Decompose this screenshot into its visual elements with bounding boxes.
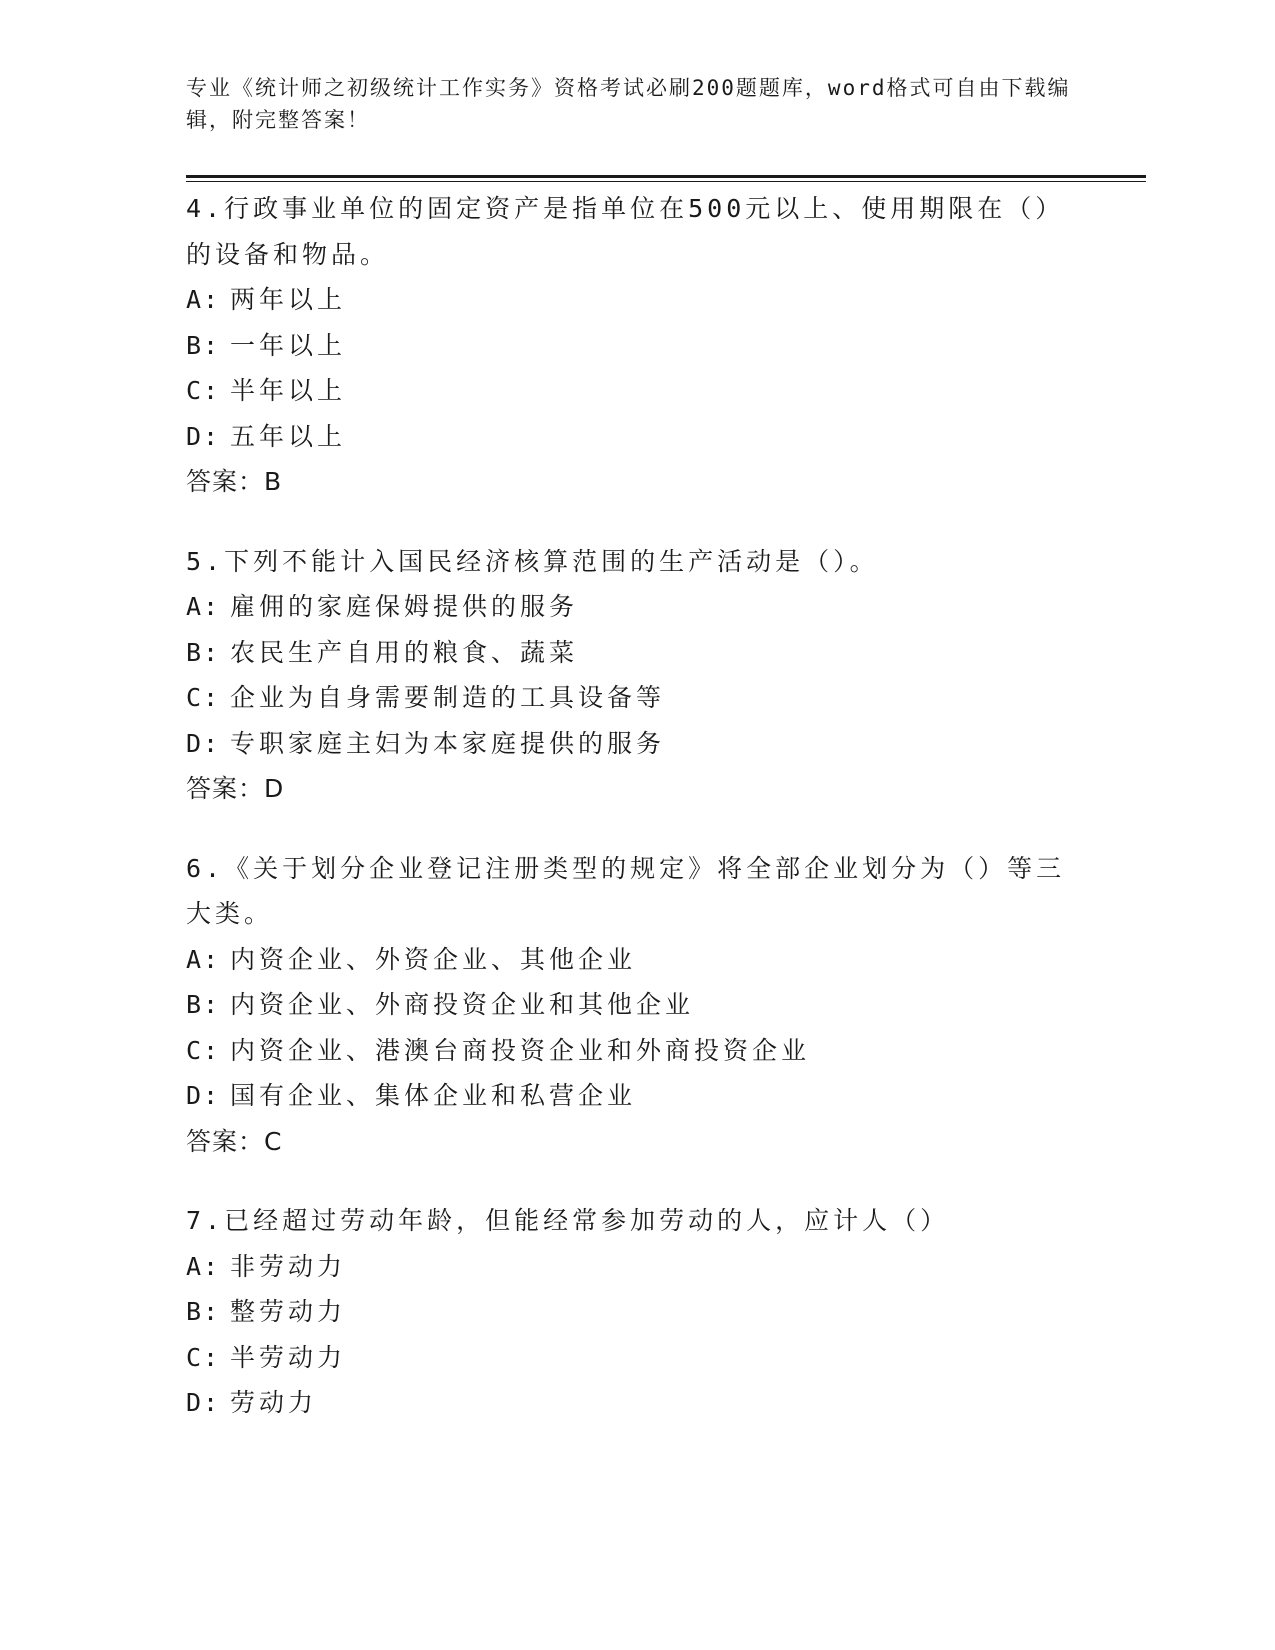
- question-stem: 6.《关于划分企业登记注册类型的规定》将全部企业划分为（）等三大类。: [186, 853, 1066, 928]
- option-letter: D:: [186, 1388, 221, 1417]
- option-letter: B:: [186, 330, 221, 360]
- option-letter: C:: [186, 376, 221, 405]
- option-text: 五年以上: [230, 421, 347, 451]
- option-letter: A:: [186, 592, 221, 621]
- option-text: 整劳动力: [230, 1297, 347, 1326]
- option-letter: A:: [186, 285, 221, 314]
- option-letter: A:: [186, 944, 221, 974]
- option-d: [186, 414, 1066, 460]
- option-text: 国有企业、集体企业和私营企业: [230, 1081, 637, 1110]
- option-c: [186, 1028, 1066, 1074]
- option-text: 农民生产自用的粮食、蔬菜: [230, 637, 579, 667]
- question-4: [186, 186, 1066, 505]
- option-b: [186, 323, 1066, 369]
- option-text: 雇佣的家庭保姆提供的服务: [230, 592, 579, 621]
- option-text: 内资企业、外商投资企业和其他企业: [230, 990, 695, 1019]
- question-stem: 4.行政事业单位的固定资产是指单位在500元以上、使用期限在（）的设备和物品。: [186, 194, 1065, 269]
- option-text: 劳动力: [230, 1388, 318, 1417]
- option-text: 内资企业、外资企业、其他企业: [230, 944, 637, 974]
- question-7: [186, 1198, 1066, 1426]
- option-a: [186, 277, 1066, 323]
- question-stem: 5.下列不能计入国民经济核算范围的生产活动是（）。: [186, 546, 879, 576]
- answer-line: 答案：B: [186, 467, 283, 496]
- option-d: [186, 1380, 1066, 1426]
- option-letter: D:: [186, 1081, 221, 1110]
- option-text: 一年以上: [230, 330, 347, 360]
- answer-line: 答案：D: [186, 774, 285, 803]
- option-text: 半劳动力: [230, 1342, 347, 1372]
- option-letter: B:: [186, 637, 221, 667]
- option-text: 内资企业、港澳台商投资企业和外商投资企业: [230, 1035, 811, 1065]
- document-header: 专业《统计师之初级统计工作实务》资格考试必刷200题题库，word格式可自由下载编辑，附完整答案！: [186, 76, 1071, 132]
- option-b: [186, 630, 1066, 676]
- option-c: [186, 368, 1066, 414]
- option-letter: D:: [186, 421, 221, 451]
- header-divider-thin: [186, 181, 1146, 182]
- option-a: [186, 584, 1066, 630]
- question-6: [186, 846, 1066, 1165]
- option-d: [186, 1073, 1066, 1119]
- option-a: [186, 937, 1066, 983]
- question-stem: 7.已经超过劳动年龄，但能经常参加劳动的人，应计人（）: [186, 1206, 950, 1235]
- option-text: 两年以上: [230, 285, 347, 314]
- option-letter: D:: [186, 728, 221, 758]
- question-5: [186, 539, 1066, 812]
- option-letter: A:: [186, 1251, 221, 1281]
- option-text: 企业为自身需要制造的工具设备等: [230, 683, 666, 712]
- option-text: 非劳动力: [230, 1251, 347, 1281]
- option-letter: C:: [186, 1035, 221, 1065]
- option-d: [186, 721, 1066, 767]
- option-c: [186, 1335, 1066, 1381]
- option-b: [186, 1289, 1066, 1335]
- header-divider-thick: [186, 175, 1146, 178]
- option-letter: B:: [186, 990, 221, 1019]
- option-letter: C:: [186, 1342, 221, 1372]
- option-text: 专职家庭主妇为本家庭提供的服务: [230, 728, 666, 758]
- option-letter: C:: [186, 683, 221, 712]
- question-list: [186, 186, 1066, 1460]
- option-b: [186, 982, 1066, 1028]
- answer-line: 答案：C: [186, 1126, 283, 1156]
- option-text: 半年以上: [230, 376, 347, 405]
- option-letter: B:: [186, 1297, 221, 1326]
- option-a: [186, 1244, 1066, 1290]
- option-c: [186, 675, 1066, 721]
